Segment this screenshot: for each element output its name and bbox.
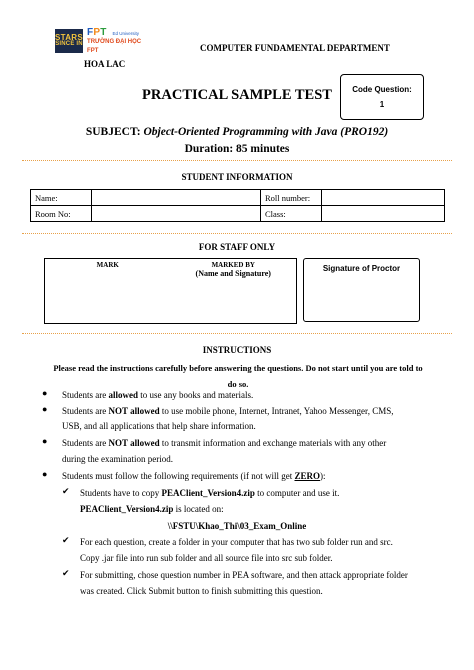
instruction-emphasis: NOT allowed: [108, 406, 160, 416]
instruction-text: Students are: [62, 390, 109, 400]
instruction-item-3: [62, 436, 386, 451]
department-label: COMPUTER FUNDAMENTAL DEPARTMENT: [200, 43, 390, 53]
code-question-box: [340, 74, 424, 120]
file-name: PEAClient_Version4.zip: [161, 488, 255, 498]
stars-logo: [55, 29, 83, 53]
fpt-logo: [87, 26, 147, 56]
name-field[interactable]: [92, 190, 261, 206]
instruction-emphasis: allowed: [108, 390, 139, 400]
duration-line: Duration: 85 minutes: [184, 143, 290, 155]
code-question-value: 1: [379, 100, 385, 109]
campus-label: HOA LAC: [84, 59, 126, 69]
stars-logo-text: STARS: [55, 33, 84, 42]
instruction-item-2-cont: USB, and all applications that help share information.: [62, 421, 256, 431]
proctor-signature-label: Signature of Proctor: [322, 264, 401, 273]
instruction-text: to transmit information and exchange materials with any other: [159, 438, 387, 448]
divider: [22, 333, 452, 334]
divider: [22, 233, 452, 234]
marked-by-sub-label: (Name and Signature): [195, 269, 271, 278]
instruction-item-2: [62, 404, 393, 419]
class-label: Class:: [261, 206, 322, 222]
bullet-icon: ●: [42, 388, 48, 398]
instruction-text: Students are: [62, 406, 109, 416]
room-no-label: Room No:: [31, 206, 92, 222]
instruction-text: Students must follow the following requirements (if not will get: [62, 471, 295, 481]
name-label: Name:: [31, 190, 92, 206]
requirement-2: For each question, create a folder in your computer that has two sub folder run and src.: [80, 537, 393, 547]
requirement-2-cont: Copy .jar file into run sub folder and all source file into src sub folder.: [80, 553, 333, 563]
marked-by-column: [171, 259, 297, 323]
instruction-item-4: [62, 469, 326, 484]
instruction-text: ):: [320, 471, 326, 481]
instruction-text: to computer and use it.: [254, 488, 340, 498]
divider: [22, 160, 452, 161]
instruction-text: to use mobile phone, Internet, Intranet, Yahoo Messenger, CMS,: [159, 406, 394, 416]
fpt-logo-text: FPT: [87, 27, 107, 38]
bullet-icon: ●: [42, 436, 48, 446]
instructions-note-line-2: do so.: [227, 379, 249, 389]
requirement-1-location: [80, 502, 224, 517]
fpt-logo-name: TRƯỜNG ĐẠI HỌC FPT: [87, 39, 142, 54]
bullet-icon: ●: [42, 404, 48, 414]
student-info-heading: STUDENT INFORMATION: [181, 172, 293, 182]
file-name: PEAClient_Version4.zip: [80, 504, 174, 514]
instruction-text: Students are: [62, 438, 109, 448]
requirement-3: For submitting, chose question number in PEA software, and then attack appropriate folder: [80, 570, 408, 580]
instruction-emphasis: NOT allowed: [108, 438, 160, 448]
subject-name: Object-Oriented Programming with Java (PRO192): [143, 126, 389, 138]
marked-by-label: MARKED BY: [211, 261, 255, 269]
instruction-text: Students have to copy: [80, 488, 162, 498]
check-icon: ✔: [62, 535, 70, 545]
university-logo: [55, 28, 147, 54]
instruction-text: is located on:: [173, 504, 224, 514]
roll-number-label: Roll number:: [261, 190, 322, 206]
fpt-logo-sub: Ed University: [112, 31, 140, 36]
check-icon: ✔: [62, 486, 70, 496]
student-info-table: [30, 189, 445, 222]
staff-heading: FOR STAFF ONLY: [198, 242, 276, 252]
page-title: PRACTICAL SAMPLE TEST: [142, 87, 332, 103]
requirement-1: [80, 486, 339, 501]
subject-prefix: SUBJECT:: [85, 126, 144, 138]
room-no-field[interactable]: [92, 206, 261, 222]
check-icon: ✔: [62, 568, 70, 578]
network-path: \\FSTU\Khao_Thi\03_Exam_Online: [167, 521, 307, 531]
instruction-text: to use any books and materials.: [138, 390, 254, 400]
class-field[interactable]: [322, 206, 445, 222]
requirement-3-cont: was created. Click Submit button to finish submitting this question.: [80, 586, 323, 596]
staff-marking-box: [44, 258, 297, 324]
proctor-signature-box: [303, 258, 420, 322]
mark-column: [45, 259, 171, 323]
stars-logo-sub: SINCE IN: [55, 41, 83, 47]
subject-line: [0, 126, 474, 138]
bullet-icon: ●: [42, 469, 48, 479]
mark-label: MARK: [96, 261, 119, 269]
instruction-item-1: [62, 388, 253, 403]
instructions-heading: INSTRUCTIONS: [202, 345, 272, 355]
instructions-note-line-1: Please read the instructions carefully before answering the questions. Do not start until you are told to: [53, 363, 423, 373]
instruction-item-3-cont: during the examination period.: [62, 454, 173, 464]
roll-number-field[interactable]: [322, 190, 445, 206]
code-question-label: Code Question:: [352, 85, 412, 94]
zero-emphasis: ZERO: [294, 471, 320, 481]
